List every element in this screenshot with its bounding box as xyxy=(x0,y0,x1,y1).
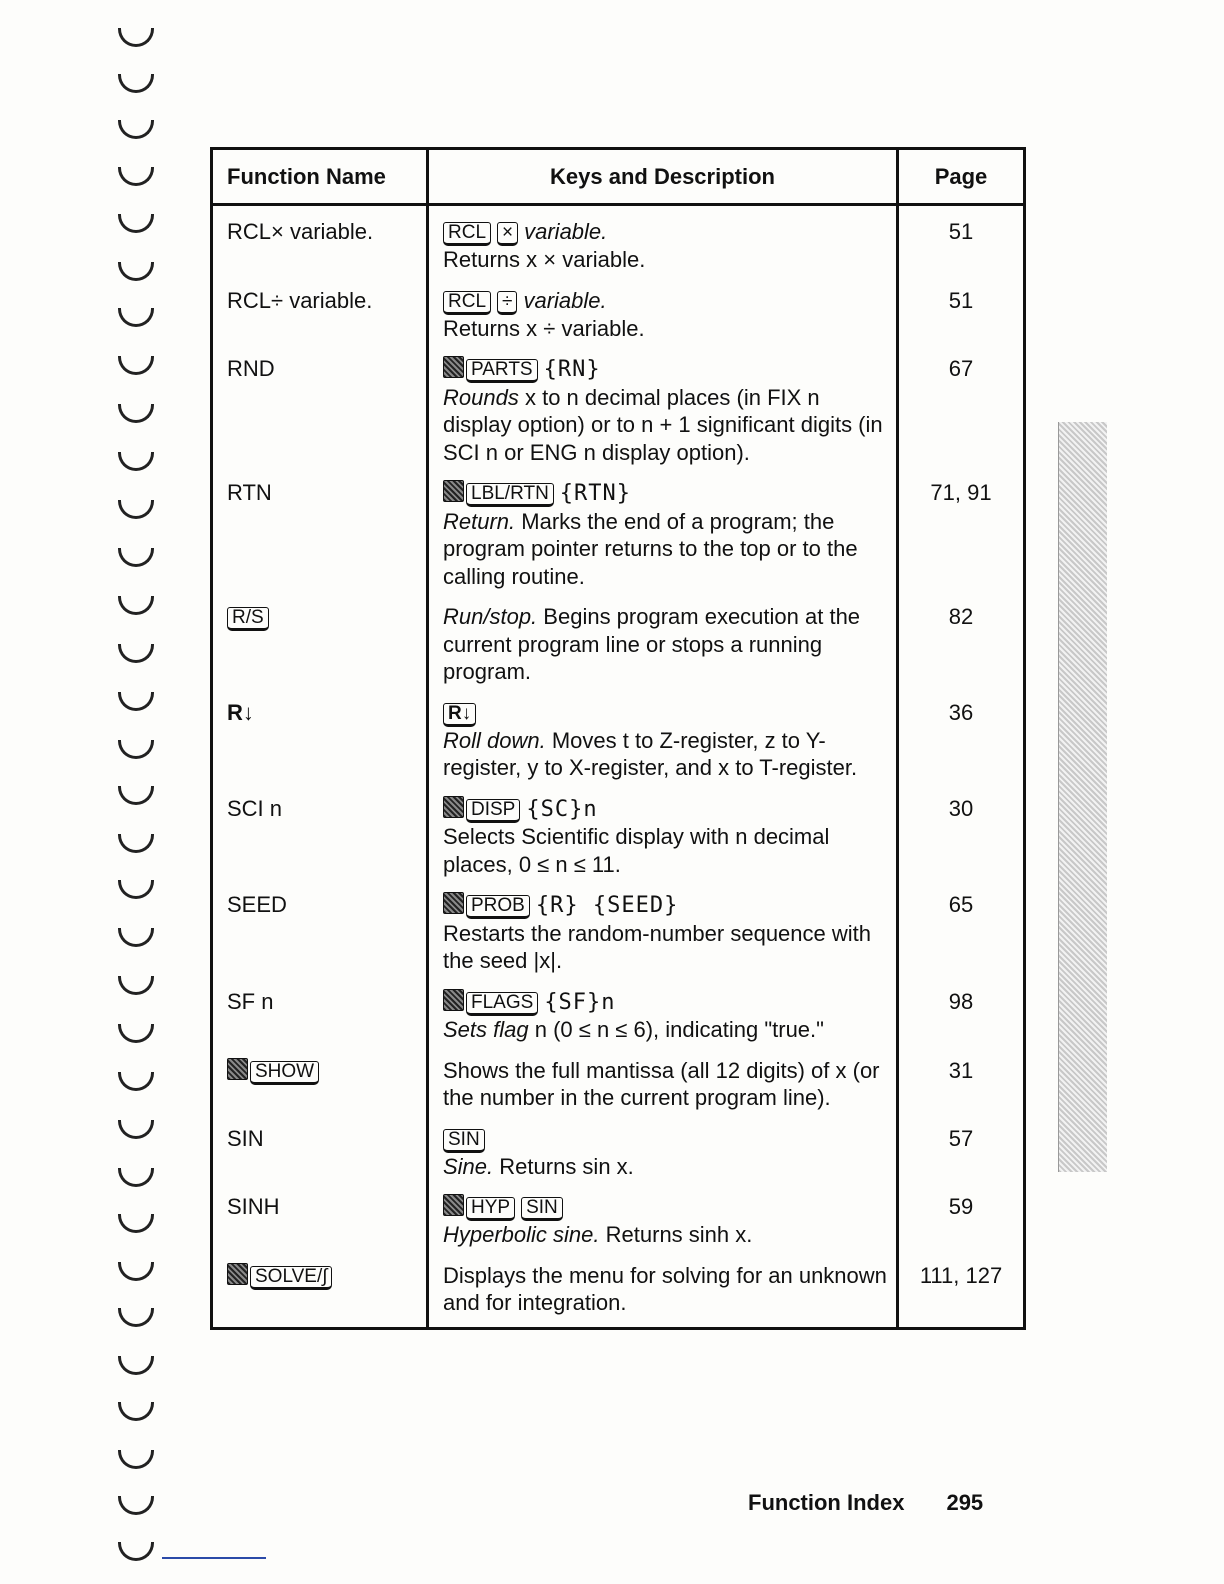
function-name xyxy=(212,1044,428,1112)
run-stop-key: R/S xyxy=(227,607,269,631)
shift-key-icon xyxy=(443,796,464,818)
shift-key-icon xyxy=(443,356,464,378)
hyp-key: HYP xyxy=(466,1197,515,1221)
table-row xyxy=(212,205,1025,274)
page-ref: 71, 91 xyxy=(898,466,1025,590)
function-name: SINH xyxy=(212,1180,428,1249)
page-ref: 67 xyxy=(898,342,1025,466)
function-name: RTN xyxy=(212,466,428,590)
roll-down-key: R↓ xyxy=(443,703,476,727)
page-ref: 36 xyxy=(898,686,1025,782)
function-name: SCI n xyxy=(212,782,428,879)
keys-description: R↓ Roll down. Moves t to Z-register, z to Y-register, y to X-register, and x to T-register. xyxy=(428,686,898,782)
page-ref: 59 xyxy=(898,1180,1025,1249)
keys-description: FLAGS {SF}n Sets flag n (0 ≤ n ≤ 6), indicating "true." xyxy=(428,975,898,1044)
keys-description: HYP SIN Hyperbolic sine. Returns sinh x. xyxy=(428,1180,898,1249)
flags-key: FLAGS xyxy=(466,992,538,1016)
page-ref: 65 xyxy=(898,878,1025,975)
function-name xyxy=(212,1249,428,1329)
function-name: RND xyxy=(212,342,428,466)
spiral-binding xyxy=(112,0,162,1584)
function-name: SIN xyxy=(212,1112,428,1181)
keys-description: LBL/RTN {RTN} Return. Marks the end of a program; the program pointer returns to the top or to the calling routine. xyxy=(428,466,898,590)
function-name: R↓ xyxy=(212,686,428,782)
prob-key: PROB xyxy=(466,895,530,919)
solve-key: SOLVE/∫ xyxy=(250,1266,332,1290)
table-row xyxy=(212,342,1025,466)
keys-description: PROB {R} {SEED} Restarts the random-number sequence with the seed |x|. xyxy=(428,878,898,975)
multiply-key: × xyxy=(497,222,518,246)
function-name: RCL÷ variable. xyxy=(212,274,428,343)
keys-description: Displays the menu for solving for an unknown and for integration. xyxy=(428,1249,898,1329)
shift-key-icon xyxy=(227,1263,248,1285)
page-ref: 51 xyxy=(898,205,1025,274)
function-name xyxy=(212,590,428,686)
section-thumb-tab xyxy=(1058,422,1107,1172)
keys-description: RCL ÷ variable. Returns x ÷ variable. xyxy=(428,274,898,343)
table-row xyxy=(212,878,1025,975)
footer-section-title: Function Index xyxy=(748,1490,905,1515)
shift-key-icon xyxy=(443,989,464,1011)
page-ref: 30 xyxy=(898,782,1025,879)
function-index-table xyxy=(210,147,1026,1330)
page-ref: 98 xyxy=(898,975,1025,1044)
keys-description: Shows the full mantissa (all 12 digits) of x (or the number in the current program line). xyxy=(428,1044,898,1112)
lbl-rtn-key: LBL/RTN xyxy=(466,483,554,507)
table-row xyxy=(212,466,1025,590)
table-row xyxy=(212,686,1025,782)
shift-key-icon xyxy=(443,892,464,914)
rcl-key: RCL xyxy=(443,222,491,246)
table-row xyxy=(212,590,1025,686)
keys-description: Run/stop. Begins program execution at the current program line or stops a running program. xyxy=(428,590,898,686)
page-ref: 111, 127 xyxy=(898,1249,1025,1329)
keys-description: SIN Sine. Returns sin x. xyxy=(428,1112,898,1181)
header-function-name: Function Name xyxy=(212,149,428,205)
table-row xyxy=(212,782,1025,879)
show-key: SHOW xyxy=(250,1061,319,1085)
table-row xyxy=(212,1112,1025,1181)
header-page: Page xyxy=(898,149,1025,205)
page-ref: 82 xyxy=(898,590,1025,686)
shift-key-icon xyxy=(443,1194,464,1216)
table-row xyxy=(212,1249,1025,1329)
page-ref: 57 xyxy=(898,1112,1025,1181)
rcl-key: RCL xyxy=(443,291,491,315)
page-footer xyxy=(748,1490,983,1516)
page-ref: 51 xyxy=(898,274,1025,343)
header-keys-description: Keys and Description xyxy=(428,149,898,205)
table-row xyxy=(212,1044,1025,1112)
bottom-rule xyxy=(162,1557,266,1559)
page-ref: 31 xyxy=(898,1044,1025,1112)
table-row xyxy=(212,975,1025,1044)
divide-key: ÷ xyxy=(497,291,517,315)
parts-key: PARTS xyxy=(466,359,538,383)
table-header-row xyxy=(212,149,1025,205)
shift-key-icon xyxy=(227,1058,248,1080)
function-name: SEED xyxy=(212,878,428,975)
table-row xyxy=(212,1180,1025,1249)
function-name: SF n xyxy=(212,975,428,1044)
disp-key: DISP xyxy=(466,799,520,823)
footer-page-number: 295 xyxy=(946,1490,984,1515)
table-row xyxy=(212,274,1025,343)
keys-description: PARTS {RN} Rounds x to n decimal places (in FIX n display option) or to n + 1 significant digits (in SCI n or ENG n display option). xyxy=(428,342,898,466)
sin-key: SIN xyxy=(443,1129,485,1153)
keys-description: DISP {SC}n Selects Scientific display with n decimal places, 0 ≤ n ≤ 11. xyxy=(428,782,898,879)
function-name: RCL× variable. xyxy=(212,205,428,274)
keys-description: RCL × variable. Returns x × variable. xyxy=(428,205,898,274)
shift-key-icon xyxy=(443,480,464,502)
sin-key: SIN xyxy=(521,1197,563,1221)
